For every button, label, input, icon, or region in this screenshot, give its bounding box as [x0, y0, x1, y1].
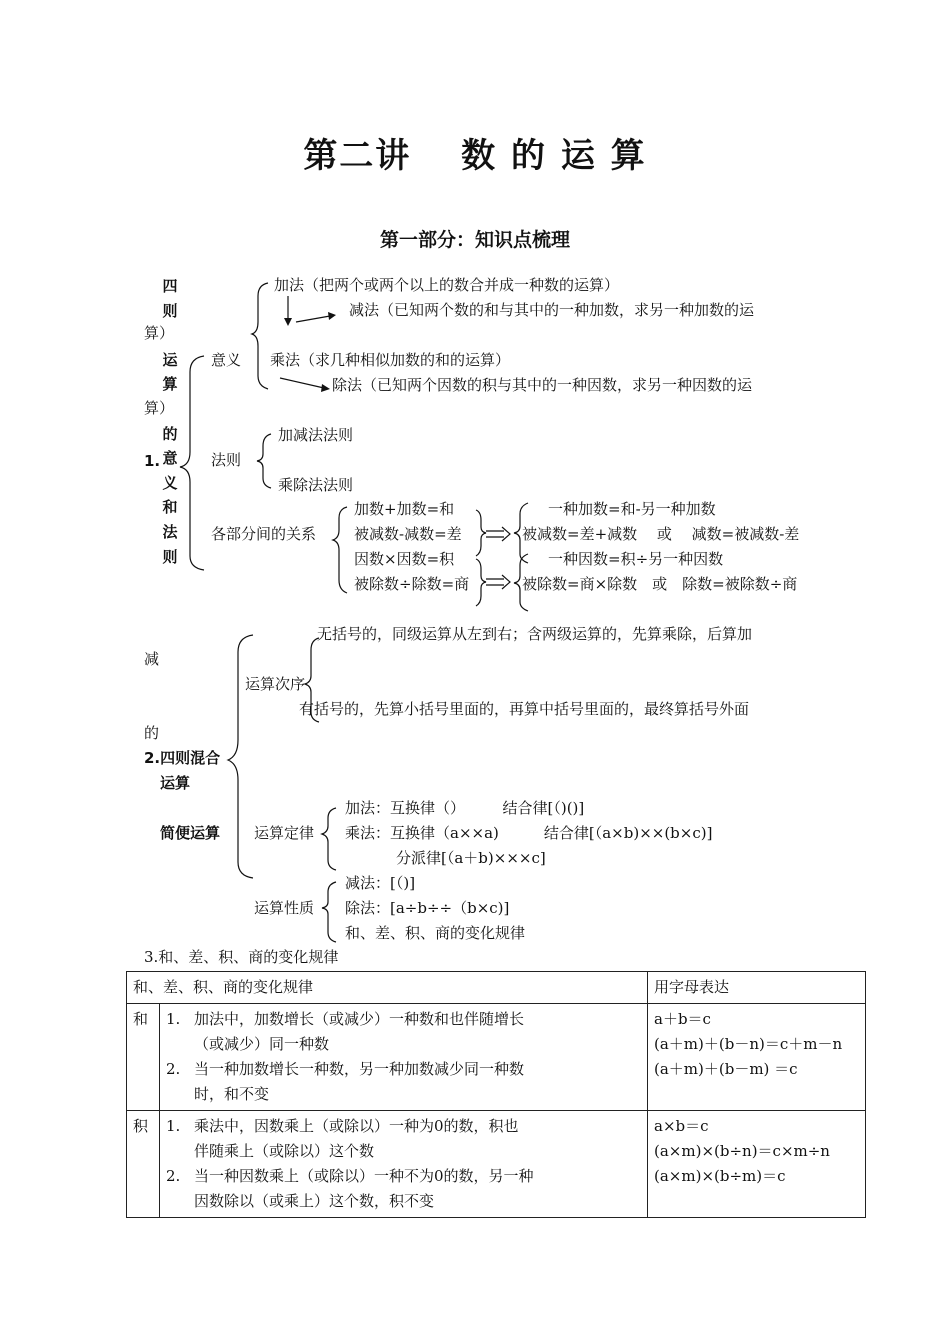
brace-small: [476, 510, 486, 556]
heading-char: 算: [162, 375, 178, 394]
brace-meaning: [252, 283, 268, 389]
heading-char: 义: [162, 473, 178, 492]
heading-char: 和: [162, 498, 178, 517]
item-number: 2.: [166, 1167, 181, 1185]
relation-right: 被除数=商×除数 或 除数=被除数÷商: [522, 575, 798, 593]
brace-small: [514, 503, 528, 563]
formula-cell: [648, 1004, 866, 1111]
table-header-row: [127, 972, 866, 1004]
order-rule-brackets: 有括号的，先算小括号里面的，再算中括号里面的，最终算括号外面: [299, 700, 750, 718]
item-number: 2.: [166, 1060, 181, 1078]
item-number: 1.: [166, 1010, 181, 1028]
overflow-text: 的: [144, 724, 160, 742]
meaning-label: 意义: [211, 351, 242, 369]
rule-mul-div: 乘除法法则: [278, 476, 354, 494]
item-text-cont: 因数除以（或乘上）这个数，积不变: [194, 1192, 435, 1210]
formula: (a＋m)＋(b－m) ＝c: [654, 1060, 798, 1078]
heading-char: 运: [162, 350, 178, 369]
law-addition: 加法：互换律（） 结合律[（)()]: [345, 799, 585, 817]
item-text-cont: 时，和不变: [194, 1085, 270, 1103]
item-text-cont: （或减少）同一种数: [194, 1035, 330, 1053]
rules-label: 法则: [211, 451, 242, 469]
sub-definition: 减法（已知两个数的和与其中的一种加数，求另一种加数的运: [349, 301, 755, 319]
relation-left: 被除数÷除数=商: [354, 575, 470, 593]
arrowhead: [321, 384, 330, 392]
order-rule-no-brackets: 无括号的，同级运算从左到右；含两级运算的，先算乘除，后算加: [317, 625, 753, 643]
sec2-heading-line2: 运算: [160, 774, 191, 792]
formula: (a＋m)＋(b－n)＝c＋m－n: [654, 1035, 843, 1053]
rule-cell: [160, 1004, 648, 1111]
property-subtraction: 减法：[（)]: [345, 874, 416, 892]
relation-left: 被减数-减数=差: [354, 525, 462, 543]
table-row: [127, 1111, 866, 1218]
table-row: [127, 1004, 866, 1111]
list-item: [166, 1114, 641, 1139]
brace-property: [322, 882, 336, 942]
formula: a×b＝c: [654, 1117, 709, 1135]
relation-label: 各部分间的关系: [211, 525, 317, 543]
formula: a＋b＝c: [654, 1010, 711, 1028]
table-header-cell: 用字母表达: [648, 972, 866, 1004]
relation-right: 一种加数=和-另一种加数: [548, 500, 716, 518]
law-multiplication: 乘法：互换律（a××a) 结合律[（a×b)××(b×c)]: [345, 824, 713, 842]
heading-char: 四: [162, 277, 178, 295]
property-change-rule: 和、差、积、商的变化规律: [345, 924, 526, 942]
heading-char: 法: [162, 522, 178, 541]
list-item: [166, 1007, 641, 1032]
arrowhead: [284, 318, 292, 326]
mul-definition: 乘法（求几种相似加数的和的运算）: [270, 351, 511, 369]
overflow-text: 算）: [144, 324, 175, 342]
formula-cell: [648, 1111, 866, 1218]
property-label: 运算性质: [254, 899, 315, 917]
relation-left: 加数+加数=和: [354, 500, 455, 518]
page-title: 第二讲 数 的 运 算: [303, 136, 647, 176]
brace-rules: [257, 434, 271, 488]
sec2-heading: 2.四则混合: [144, 749, 221, 767]
item-number: 1.: [166, 1117, 181, 1135]
sec1-number: 1.: [144, 452, 161, 470]
formula: (a×m)×(b÷n)＝c×m÷n: [654, 1142, 830, 1160]
arrow: [280, 378, 324, 388]
double-arrow: [486, 575, 510, 589]
relation-right: 被减数=差+减数 或 减数=被减数-差: [522, 525, 800, 543]
section-subtitle: 第一部分：知识点梳理: [379, 229, 570, 251]
heading-char: 意: [162, 449, 178, 468]
formula: (a×m)×(b÷m)＝c: [654, 1167, 786, 1185]
row-label: 和: [127, 1004, 160, 1111]
item-text: 当一种加数增长一种数，另一种加数减少同一种数: [194, 1060, 525, 1078]
item-text: 加法中，加数增长（或减少）一种数和也伴随增长: [194, 1010, 525, 1028]
overflow-text: 减: [144, 650, 160, 668]
item-text: 当一种因数乘上（或除以）一种不为0的数，另一种: [194, 1167, 534, 1185]
item-text: 乘法中，因数乘上（或除以）一种为0的数，积也: [194, 1117, 519, 1135]
list-item: [166, 1057, 641, 1082]
order-label: 运算次序: [245, 675, 306, 693]
brace-order: [305, 638, 319, 722]
arrow: [296, 316, 330, 322]
brace-law: [322, 808, 336, 870]
add-definition: 加法（把两个或两个以上的数合并成一种数的运算）: [274, 276, 620, 294]
overflow-text: 算）: [144, 399, 175, 417]
list-item: [166, 1164, 641, 1189]
change-rules-table: [126, 971, 866, 1218]
brace-small: [476, 559, 486, 606]
item-text-cont: 伴随乘上（或除以）这个数: [194, 1142, 375, 1160]
row-label: 积: [127, 1111, 160, 1218]
relation-right: 一种因数=积÷另一种因数: [548, 550, 724, 568]
heading-char: 则: [162, 301, 178, 320]
table-header-cell: 和、差、积、商的变化规律: [127, 972, 648, 1004]
rule-cell: [160, 1111, 648, 1218]
heading-char: 则: [162, 547, 178, 566]
sec2-heading-simplify: 简便运算: [160, 824, 221, 842]
law-label: 运算定律: [254, 824, 315, 842]
law-distributive: 分派律[（a＋b)×××c]: [396, 849, 546, 867]
rule-add-sub: 加减法法则: [278, 426, 354, 444]
brace-sec1: [180, 356, 204, 570]
arrowhead: [328, 312, 336, 320]
heading-char: 的: [162, 424, 178, 443]
double-arrow: [486, 527, 510, 541]
div-definition: 除法（已知两个因数的积与其中的一种因数，求另一种因数的运: [332, 376, 753, 394]
relation-left: 因数×因数=积: [354, 550, 455, 568]
brace-relation: [333, 507, 347, 593]
brace-sec2: [228, 635, 253, 878]
property-division: 除法：[a÷b÷÷（b×c)]: [345, 899, 510, 917]
sec3-heading: 3.和、差、积、商的变化规律: [144, 948, 339, 966]
